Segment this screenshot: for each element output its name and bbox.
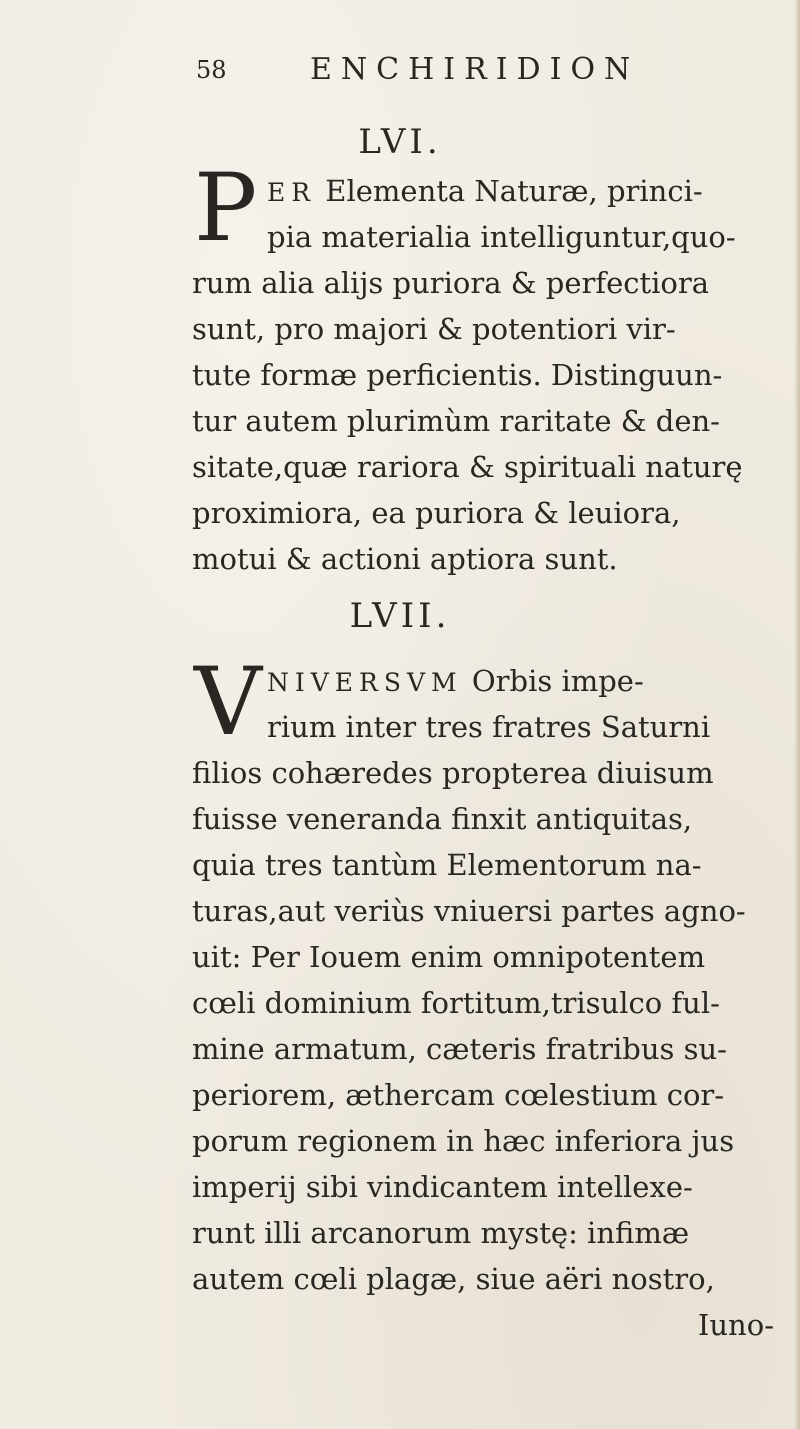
drop-capital-p: P <box>194 154 258 263</box>
paragraph-57 <box>192 648 782 1348</box>
text-line: pia materialia intelliguntur,quo- <box>267 220 736 254</box>
text-line: cœli dominium fortitum,trisulco ful- <box>192 986 720 1020</box>
page-edge-shadow <box>794 0 800 1429</box>
drop-capital-v: V <box>194 648 262 757</box>
text-line: rium inter tres fratres Saturni <box>267 710 711 744</box>
line-text: Orbis impe- <box>471 664 644 698</box>
text-line: sunt, pro majori & potentiori vir- <box>192 312 676 346</box>
text-line: filios cohæredes propterea diuisum <box>192 756 714 790</box>
text-line: tur autem plurimùm raritate & den- <box>192 404 720 438</box>
text-line: quia tres tantùm Elementorum na- <box>192 848 702 882</box>
text-line: rum alia alijs puriora & perfectiora <box>192 266 710 300</box>
text-line: turas,aut veriùs vniuersi partes agno- <box>192 894 746 928</box>
running-title: ENCHIRIDION <box>310 52 640 87</box>
text-line <box>192 168 782 214</box>
lead-word: ER <box>267 178 317 207</box>
section-number-57: LVII. <box>349 596 451 636</box>
text-line: uit: Per Iouem enim omnipotentem <box>192 940 706 974</box>
text-line <box>192 658 782 704</box>
text-line: tute formæ perficientis. Distinguun- <box>192 358 723 392</box>
section-number-56: LVI. <box>358 122 442 162</box>
text-line: imperij sibi vindicantem intellexe- <box>192 1170 693 1204</box>
text-line: mine armatum, cæteris fratribus su- <box>192 1032 727 1066</box>
text-line: autem cœli plagæ, siue aëri nostro, <box>192 1262 715 1296</box>
paragraph-56 <box>192 168 782 582</box>
text-line: sitate,quæ rariora & spirituali naturę <box>192 450 743 484</box>
text-line: porum regionem in hæc inferiora jus <box>192 1124 735 1158</box>
catchword: Iuno- <box>697 1308 774 1342</box>
line-text: Elementa Naturæ, princi- <box>325 174 703 208</box>
text-line: periorem, æthercam cœlestium cor- <box>192 1078 725 1112</box>
lead-word: NIVERSVM <box>267 668 463 697</box>
page-number: 58 <box>196 56 227 84</box>
text-line: motui & actioni aptiora sunt. <box>192 542 618 576</box>
text-line: runt illi arcanorum mystę: infimæ <box>192 1216 690 1250</box>
text-line: proximiora, ea puriora & leuiora, <box>192 496 681 530</box>
page-header <box>196 52 716 92</box>
text-line: fuisse veneranda finxit antiquitas, <box>192 802 693 836</box>
